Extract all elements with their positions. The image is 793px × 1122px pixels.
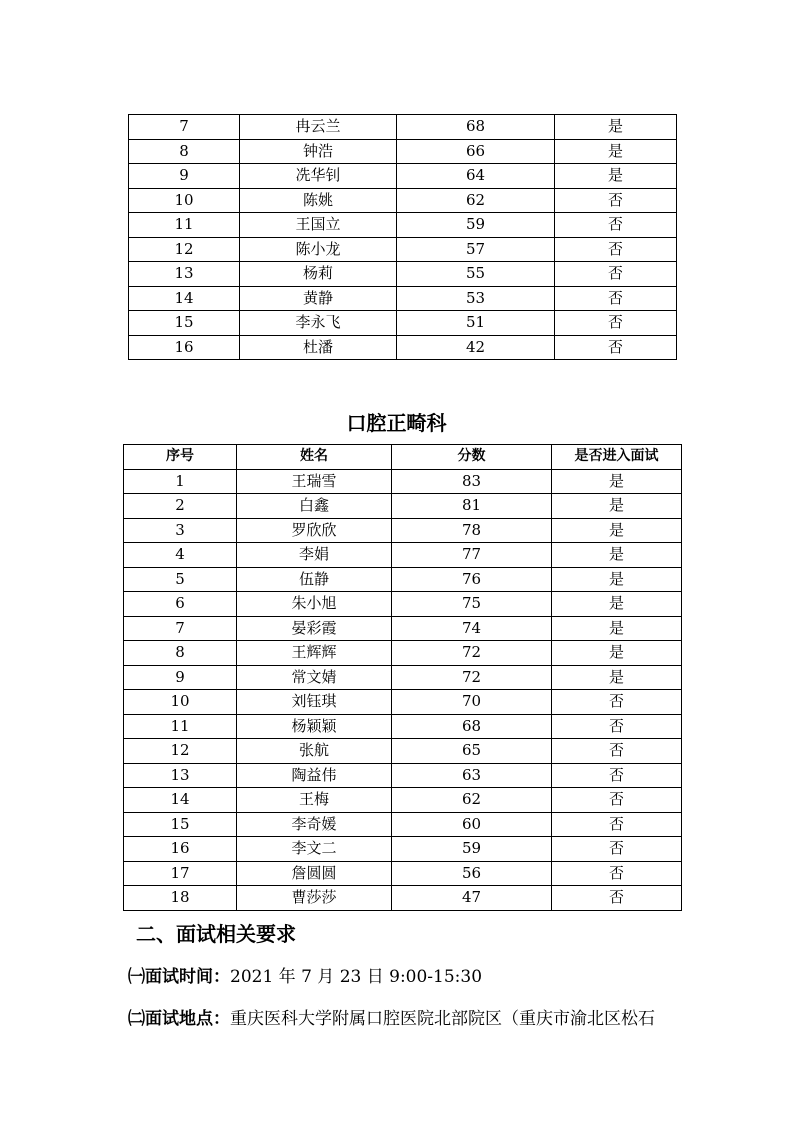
table-row [124,665,682,690]
table-row [129,188,677,213]
cell-seq: 17 [124,861,237,886]
cell-seq: 15 [129,311,240,336]
table-row [129,213,677,238]
cell-name: 王梅 [237,788,392,813]
cell-seq: 3 [124,518,237,543]
cell-seq: 9 [124,665,237,690]
cell-seq: 13 [124,763,237,788]
cell-name: 陈小龙 [240,237,397,262]
header-seq: 序号 [124,445,237,470]
interview-place [128,1004,655,1029]
cell-seq: 14 [124,788,237,813]
table-row [129,115,677,140]
cell-name: 王瑞雪 [237,469,392,494]
table-row [124,518,682,543]
table-row [124,861,682,886]
table-row [124,837,682,862]
section-title: 口腔正畸科 [346,411,447,435]
cell-interview: 否 [555,237,677,262]
table-row [129,286,677,311]
cell-interview: 否 [555,188,677,213]
table-row [124,739,682,764]
cell-score: 64 [397,164,555,189]
table-row [129,237,677,262]
interview-time [128,962,482,987]
cell-score: 56 [392,861,552,886]
cell-interview: 是 [552,469,682,494]
cell-name: 钟浩 [240,139,397,164]
cell-seq: 4 [124,543,237,568]
cell-name: 冉云兰 [240,115,397,140]
cell-interview: 是 [552,494,682,519]
cell-score: 66 [397,139,555,164]
table-row [129,139,677,164]
cell-score: 81 [392,494,552,519]
cell-score: 59 [392,837,552,862]
cell-name: 黄静 [240,286,397,311]
cell-interview: 否 [555,213,677,238]
cell-interview: 是 [555,164,677,189]
cell-score: 72 [392,641,552,666]
requirements-heading: 二、面试相关要求 [136,922,296,946]
cell-interview: 是 [552,616,682,641]
cell-interview: 是 [555,115,677,140]
cell-score: 77 [392,543,552,568]
table-row [124,616,682,641]
cell-name: 杜潘 [240,335,397,360]
cell-score: 68 [397,115,555,140]
table-row [124,812,682,837]
cell-score: 59 [397,213,555,238]
table-row [124,714,682,739]
cell-name: 陈姚 [240,188,397,213]
cell-seq: 12 [124,739,237,764]
cell-seq: 16 [124,837,237,862]
cell-seq: 5 [124,567,237,592]
interview-place-label: ㈡面试地点： [128,1009,230,1029]
cell-interview: 否 [555,335,677,360]
cell-score: 68 [392,714,552,739]
cell-name: 罗欣欣 [237,518,392,543]
table-row [129,311,677,336]
cell-interview: 否 [552,690,682,715]
table-row [124,567,682,592]
table-row [129,164,677,189]
table-row [124,788,682,813]
cell-name: 刘钰琪 [237,690,392,715]
cell-interview: 否 [552,837,682,862]
cell-name: 常文婧 [237,665,392,690]
interview-place-value: 重庆医科大学附属口腔医院北部院区（重庆市渝北区松石 [230,1009,655,1029]
header-score: 分数 [392,445,552,470]
header-interview: 是否进入面试 [552,445,682,470]
table-row [124,592,682,617]
interview-time-value: 2021 年 7 月 23 日 9:00-15:30 [230,967,483,987]
cell-interview: 是 [552,665,682,690]
cell-name: 李娟 [237,543,392,568]
cell-seq: 11 [124,714,237,739]
cell-seq: 11 [129,213,240,238]
table-row [124,886,682,911]
table-row [124,543,682,568]
cell-score: 60 [392,812,552,837]
results-table-continued [128,114,677,360]
cell-name: 陶益伟 [237,763,392,788]
cell-name: 曹莎莎 [237,886,392,911]
cell-seq: 10 [124,690,237,715]
cell-seq: 9 [129,164,240,189]
cell-seq: 8 [124,641,237,666]
cell-score: 70 [392,690,552,715]
cell-interview: 否 [555,311,677,336]
cell-interview: 否 [555,262,677,287]
table-row [124,469,682,494]
orthodontics-results-table [123,444,682,911]
cell-seq: 16 [129,335,240,360]
cell-score: 75 [392,592,552,617]
cell-interview: 是 [555,139,677,164]
cell-interview: 否 [552,886,682,911]
cell-seq: 12 [129,237,240,262]
cell-score: 74 [392,616,552,641]
cell-score: 76 [392,567,552,592]
cell-name: 冼华钊 [240,164,397,189]
cell-score: 62 [392,788,552,813]
table-row [124,763,682,788]
cell-name: 王辉辉 [237,641,392,666]
cell-score: 83 [392,469,552,494]
cell-interview: 否 [552,714,682,739]
cell-interview: 否 [552,739,682,764]
cell-score: 72 [392,665,552,690]
cell-name: 伍静 [237,567,392,592]
cell-seq: 10 [129,188,240,213]
cell-score: 57 [397,237,555,262]
cell-interview: 否 [552,812,682,837]
cell-seq: 8 [129,139,240,164]
cell-interview: 是 [552,641,682,666]
cell-score: 63 [392,763,552,788]
cell-interview: 否 [552,788,682,813]
cell-interview: 是 [552,567,682,592]
cell-score: 42 [397,335,555,360]
cell-seq: 14 [129,286,240,311]
cell-seq: 15 [124,812,237,837]
cell-seq: 2 [124,494,237,519]
cell-name: 王国立 [240,213,397,238]
cell-name: 李奇媛 [237,812,392,837]
cell-name: 杨莉 [240,262,397,287]
cell-interview: 否 [552,861,682,886]
cell-seq: 7 [129,115,240,140]
interview-time-label: ㈠面试时间： [128,967,230,987]
cell-name: 晏彩霞 [237,616,392,641]
table-row [129,262,677,287]
cell-interview: 是 [552,592,682,617]
cell-score: 62 [397,188,555,213]
cell-seq: 13 [129,262,240,287]
table-row [124,494,682,519]
cell-seq: 7 [124,616,237,641]
cell-name: 朱小旭 [237,592,392,617]
cell-name: 李永飞 [240,311,397,336]
cell-seq: 18 [124,886,237,911]
cell-score: 51 [397,311,555,336]
cell-interview: 是 [552,518,682,543]
table-row [129,335,677,360]
table-row [124,641,682,666]
cell-interview: 否 [555,286,677,311]
cell-interview: 是 [552,543,682,568]
cell-score: 47 [392,886,552,911]
header-name: 姓名 [237,445,392,470]
table-row [124,690,682,715]
cell-name: 詹圆圆 [237,861,392,886]
cell-seq: 6 [124,592,237,617]
cell-interview: 否 [552,763,682,788]
cell-score: 78 [392,518,552,543]
cell-seq: 1 [124,469,237,494]
cell-name: 张航 [237,739,392,764]
cell-score: 53 [397,286,555,311]
cell-score: 65 [392,739,552,764]
cell-name: 白鑫 [237,494,392,519]
cell-name: 杨颖颖 [237,714,392,739]
cell-score: 55 [397,262,555,287]
table-header-row [124,445,682,470]
cell-name: 李文二 [237,837,392,862]
